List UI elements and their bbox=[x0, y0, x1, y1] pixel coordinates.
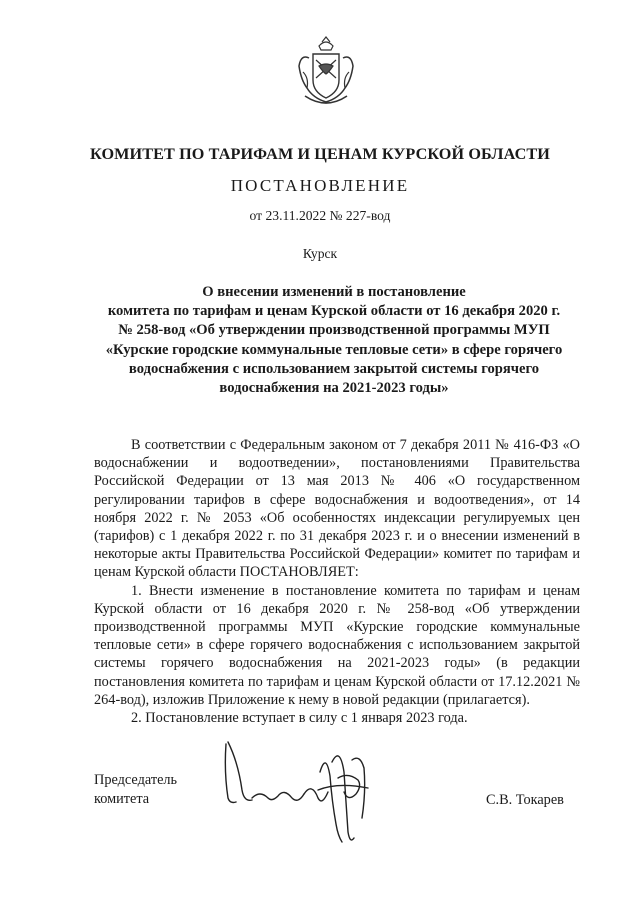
subject-line: комитета по тарифам и ценам Курской области от 16 декабря 2020 г. bbox=[107, 303, 561, 320]
body-paragraph: В соответствии с Федеральным законом от 7 декабря 2011 № 416-ФЗ «О водоснабжении и водоотведении», постановлениями Правительства Российской Федерации от 13 мая 2013 № 406 «О государственном регулировании тарифов в сфере водоснабжения и водоотведения», от 14 ноября 2022 г. № 2053 «Об особенностях индексации регулируемых цен (тарифов) с 1 декабря 2022 г. по 31 декабря 2023 г. и о внесении изменений в некоторые акты Правительства Российской Федерации» комитет по тарифам и ценам Курской области ПОСТАНОВЛЯЕТ: bbox=[94, 437, 580, 581]
body-paragraph: 2. Постановление вступает в силу с 1 января 2023 года. bbox=[131, 710, 468, 727]
signatory-name: С.В. Токарев bbox=[486, 792, 564, 808]
body-paragraph: 1. Внести изменение в постановление комитета по тарифам и ценам Курской области от 16 декабря 2020 г. № 258-вод «Об утверждении производственной программы МУП «Курские городские коммунальные тепловые сети» в сфере горячего водоснабжения с использованием закрытой системы горячего водоснабжения на 2021-2023 годы» (в редакции постановления комитета по тарифам и ценам Курской области от 17.12.2021 № 264-вод), изложив Приложение к нему в новой редакции (прилагается). bbox=[94, 582, 580, 708]
signatory-title-line: Председатель bbox=[94, 772, 178, 788]
signatory-title-line: комитета bbox=[94, 791, 150, 807]
subject-line: О внесении изменений в постановление bbox=[202, 284, 466, 300]
handwritten-signature bbox=[208, 732, 398, 852]
document-body bbox=[94, 436, 580, 727]
document-city: Курск bbox=[302, 246, 338, 261]
authority-name: КОМИТЕТ ПО ТАРИФАМ И ЦЕНАМ КУРСКОЙ ОБЛАСТИ bbox=[90, 145, 550, 163]
subject-line: «Курские городские коммунальные тепловые сети» в сфере горячего bbox=[105, 341, 563, 358]
subject-line: водоснабжения на 2021-2023 годы» bbox=[219, 380, 449, 397]
subject-line: водоснабжения с использованием закрытой системы горячего bbox=[128, 360, 540, 377]
document-date-number: от 23.11.2022 № 227-вод bbox=[249, 208, 391, 223]
subject-line: № 258-вод «Об утверждении производственной программы МУП bbox=[118, 322, 550, 339]
document-subject bbox=[60, 283, 608, 398]
document-type: ПОСТАНОВЛЕНИЕ bbox=[230, 176, 410, 195]
coat-of-arms-icon bbox=[295, 36, 357, 108]
signatory-title bbox=[94, 771, 177, 809]
